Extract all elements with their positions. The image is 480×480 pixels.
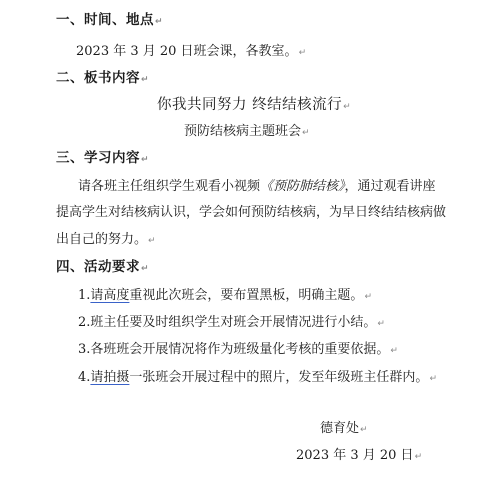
item-number: 3. — [78, 342, 91, 357]
requirement-item-3 — [78, 343, 398, 356]
subtitle-text: 预防结核病主题班会 — [184, 124, 302, 139]
heading-text: 一、时间、地点 — [56, 12, 154, 28]
paragraph-mark-icon: ↵ — [390, 346, 398, 356]
board-title — [157, 98, 351, 113]
content-text: 2023 年 3 月 20 日班会课，各教室。 — [76, 44, 298, 59]
item-text: 各班班会开展情况将作为班级量化考核的重要依据。 — [90, 342, 390, 357]
paragraph-mark-icon: ↵ — [377, 319, 385, 329]
underlined-text: 请拍摄 — [90, 370, 130, 385]
paragraph-mark-icon: ↵ — [155, 17, 164, 27]
requirement-item-2 — [78, 316, 385, 329]
paragraph-mark-icon: ↵ — [141, 75, 150, 85]
date-text: 2023 年 3 月 20 日 — [296, 448, 414, 463]
paragraph-mark-icon: ↵ — [141, 155, 150, 165]
study-text: 请各班主任组织学生观看小视频 — [78, 179, 261, 194]
paragraph-mark-icon: ↵ — [302, 128, 310, 138]
study-text: 出自己的努力。 — [56, 232, 148, 247]
paragraph-mark-icon: ↵ — [429, 374, 437, 384]
signature-date — [296, 449, 422, 462]
item-text: 班主任要及时组织学生对班会开展情况进行小结。 — [90, 315, 377, 330]
study-paragraph-line-3 — [56, 233, 156, 246]
item-number: 2. — [78, 315, 91, 330]
paragraph-mark-icon: ↵ — [360, 425, 368, 435]
requirement-item-4 — [78, 371, 437, 384]
section-heading-time-place — [56, 14, 163, 28]
study-paragraph-line-2 — [56, 206, 446, 219]
signature-org — [320, 422, 368, 435]
time-place-content — [76, 45, 306, 58]
section-heading-requirements — [56, 261, 149, 275]
section-heading-study — [56, 152, 149, 166]
heading-text: 二、板书内容 — [56, 70, 140, 86]
paragraph-mark-icon: ↵ — [141, 264, 150, 274]
item-text: 重视此次班会，要布置黑板，明确主题。 — [129, 288, 364, 303]
study-text: 提高学生对结核病认识，学会如何预防结核病，为早日终结结核病做 — [56, 205, 447, 220]
heading-text: 四、活动要求 — [56, 259, 140, 275]
title-text: 你我共同努力 终结结核流行 — [157, 97, 343, 113]
paragraph-mark-icon: ↵ — [298, 48, 307, 58]
paragraph-mark-icon: ↵ — [414, 452, 423, 462]
study-paragraph-line-1 — [78, 180, 436, 193]
item-number: 1. — [78, 288, 91, 303]
heading-text: 三、学习内容 — [56, 150, 140, 166]
study-text: ，通过观看讲座 — [344, 179, 436, 194]
video-title-text: 《预防肺结核》 — [260, 179, 345, 194]
item-text: 一张班会开展过程中的照片，发至年级班主任群内。 — [129, 370, 429, 385]
org-text: 德育处 — [320, 421, 360, 436]
requirement-item-1 — [78, 289, 372, 302]
board-subtitle — [184, 125, 310, 138]
paragraph-mark-icon: ↵ — [343, 102, 352, 112]
paragraph-mark-icon: ↵ — [148, 236, 156, 246]
section-heading-board — [56, 72, 149, 86]
underlined-text: 请高度 — [90, 288, 130, 303]
item-number: 4. — [78, 370, 91, 385]
paragraph-mark-icon: ↵ — [364, 292, 372, 302]
